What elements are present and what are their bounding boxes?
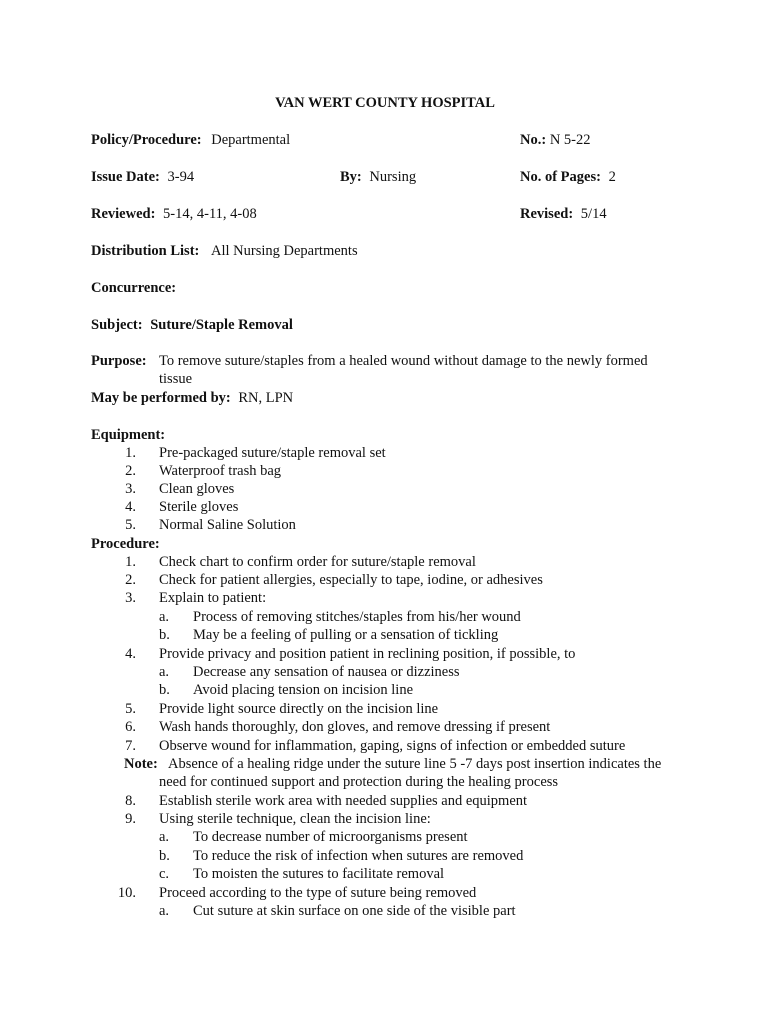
revised-row [520, 205, 607, 223]
distribution-value: All Nursing Departments [211, 243, 358, 259]
note-line-2: need for continued support and protection during the healing process [159, 774, 559, 790]
issue-date-row [91, 168, 194, 186]
subject-label: Subject: [91, 317, 143, 333]
step-text: Provide privacy and position patient in reclining position, if possible, to [159, 646, 576, 662]
performed-by-label: May be performed by: [91, 390, 231, 406]
step-text: Wash hands thoroughly, don gloves, and remove dressing if present [159, 719, 551, 735]
step-number: 7. [125, 738, 136, 754]
substep-letter: a. [159, 903, 170, 919]
step-text: Provide light source directly on the incision line [159, 701, 439, 717]
step-text: Explain to patient: [159, 590, 267, 606]
list-text: Sterile gloves [159, 499, 239, 515]
pages-value: 2 [608, 169, 616, 185]
pages-row [520, 168, 616, 186]
performed-by-value: RN, LPN [238, 390, 294, 406]
reviewed-label: Reviewed: [91, 206, 156, 222]
substep-letter: b. [159, 682, 170, 698]
list-number: 2. [125, 463, 136, 479]
policy-value: Departmental [211, 132, 291, 148]
step-number: 8. [125, 793, 136, 809]
note-line-1: Absence of a healing ridge under the suture line 5 -7 days post insertion indicates the [168, 756, 662, 772]
substep-text: Process of removing stitches/staples from his/her wound [193, 609, 521, 625]
number-value: N 5-22 [549, 132, 591, 148]
substep-letter: a. [159, 609, 170, 625]
step-text: Check for patient allergies, especially to tape, iodine, or adhesives [159, 572, 543, 588]
distribution-row [91, 242, 358, 260]
step-number: 5. [125, 701, 136, 717]
list-number: 5. [125, 517, 136, 533]
substep-text: To decrease number of microorganisms present [193, 829, 468, 845]
subject-value: Suture/Staple Removal [150, 317, 293, 333]
by-value: Nursing [369, 169, 417, 185]
note-label: Note: [124, 756, 158, 772]
policy-row [91, 131, 290, 149]
substep-letter: b. [159, 848, 170, 864]
step-number: 10. [117, 885, 136, 901]
step-number: 4. [125, 646, 136, 662]
purpose-line-2: tissue [159, 371, 193, 387]
substep-text: Cut suture at skin surface on one side of the visible part [193, 903, 516, 919]
list-text: Pre-packaged suture/staple removal set [159, 445, 386, 461]
step-number: 9. [125, 811, 136, 827]
list-number: 1. [125, 445, 136, 461]
number-label: No.: [520, 132, 547, 148]
by-label: By: [340, 169, 362, 185]
reviewed-row [91, 205, 257, 223]
reviewed-value: 5-14, 4-11, 4-08 [163, 206, 257, 222]
revised-label: Revised: [520, 206, 574, 222]
step-number: 2. [125, 572, 136, 588]
purpose-label: Purpose: [91, 353, 147, 369]
substep-text: Decrease any sensation of nausea or dizziness [193, 664, 460, 680]
procedure-label: Procedure: [91, 536, 160, 552]
substep-letter: a. [159, 664, 170, 680]
step-number: 3. [125, 590, 136, 606]
performed-by-row [91, 389, 293, 407]
number-row [520, 131, 591, 149]
substep-letter: c. [159, 866, 170, 882]
substep-letter: a. [159, 829, 170, 845]
equipment-label: Equipment: [91, 427, 166, 443]
step-text: Proceed according to the type of suture being removed [159, 885, 477, 901]
distribution-label: Distribution List: [91, 243, 200, 259]
step-number: 1. [125, 554, 136, 570]
step-text: Using sterile technique, clean the incision line: [159, 811, 431, 827]
by-row [340, 168, 416, 186]
step-text: Establish sterile work area with needed supplies and equipment [159, 793, 528, 809]
step-number: 6. [125, 719, 136, 735]
concurrence-label: Concurrence: [91, 280, 177, 296]
list-text: Waterproof trash bag [159, 463, 282, 479]
document-title: VAN WERT COUNTY HOSPITAL [275, 95, 495, 111]
purpose-line-1: To remove suture/staples from a healed wound without damage to the newly formed [159, 353, 648, 369]
subject-row [91, 316, 293, 334]
issue-date-label: Issue Date: [91, 169, 160, 185]
step-text: Check chart to confirm order for suture/staple removal [159, 554, 476, 570]
substep-text: To moisten the sutures to facilitate removal [193, 866, 445, 882]
substep-text: Avoid placing tension on incision line [193, 682, 414, 698]
substep-letter: b. [159, 627, 170, 643]
list-text: Normal Saline Solution [159, 517, 296, 533]
substep-text: May be a feeling of pulling or a sensation of tickling [193, 627, 499, 643]
policy-label: Policy/Procedure: [91, 132, 202, 148]
revised-value: 5/14 [580, 206, 607, 222]
issue-date-value: 3-94 [167, 169, 195, 185]
list-number: 4. [125, 499, 136, 515]
step-text: Observe wound for inflammation, gaping, signs of infection or embedded suture [159, 738, 626, 754]
list-number: 3. [125, 481, 136, 497]
list-text: Clean gloves [159, 481, 235, 497]
substep-text: To reduce the risk of infection when sutures are removed [193, 848, 524, 864]
pages-label: No. of Pages: [520, 169, 601, 185]
